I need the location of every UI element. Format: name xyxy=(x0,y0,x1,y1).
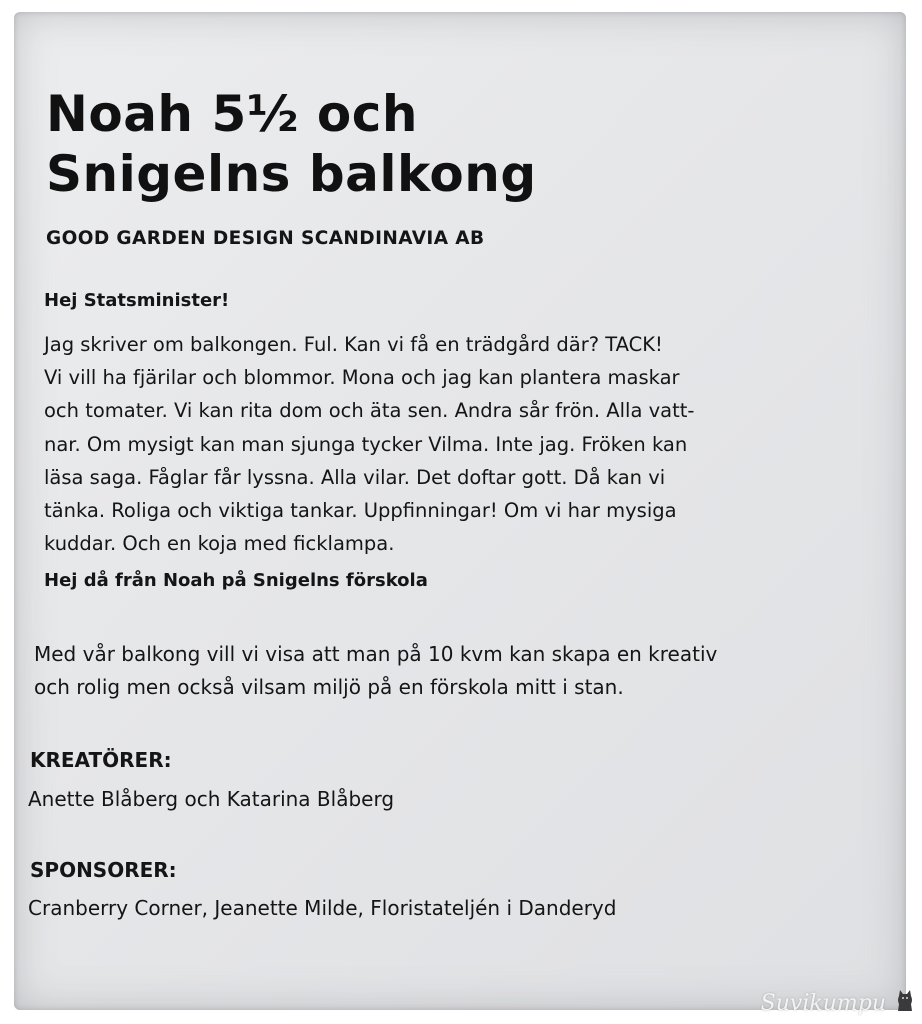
title-line-2: Snigelns balkong xyxy=(46,145,537,203)
letter-line: kuddar. Och en koja med ficklampa. xyxy=(44,532,395,556)
letter-body xyxy=(44,328,694,560)
letter-signoff: Hej då från Noah på Snigelns förskola xyxy=(44,570,428,591)
intro-paragraph xyxy=(34,638,717,704)
title-line-1: Noah 5½ och xyxy=(46,85,418,143)
letter-greeting: Hej Statsminister! xyxy=(44,290,230,311)
letter-line: Vi vill ha fjärilar och blommor. Mona och jag kan plantera maskar xyxy=(44,366,680,390)
intro-line: och rolig men också vilsam miljö på en förskola mitt i stan. xyxy=(34,675,624,699)
letter-line: nar. Om mysigt kan man sjunga tycker Vilma. Inte jag. Fröken kan xyxy=(44,432,688,456)
letter-line: läsa saga. Fåglar får lyssna. Alla vilar. Det doftar gott. Då kan vi xyxy=(44,465,666,489)
letter-line: och tomater. Vi kan rita dom och äta sen. Andra sår frön. Alla vatt- xyxy=(44,399,695,423)
sponsors-value: Cranberry Corner, Jeanette Milde, Floristateljén i Danderyd xyxy=(28,896,617,920)
company-name: GOOD GARDEN DESIGN SCANDINAVIA AB xyxy=(46,228,485,249)
creators-heading: KREATÖRER: xyxy=(30,748,172,772)
cat-icon xyxy=(896,988,914,1012)
intro-line: Med vår balkong vill vi visa att man på 10 kvm kan skapa en kreativ xyxy=(34,642,718,666)
creators-value: Anette Blåberg och Katarina Blåberg xyxy=(28,787,395,811)
exhibit-sign xyxy=(14,12,906,1010)
sponsors-heading: SPONSORER: xyxy=(30,858,177,882)
letter-line: tänka. Roliga och viktiga tankar. Uppfinningar! Om vi har mysiga xyxy=(44,499,677,523)
sign-title xyxy=(46,84,886,204)
watermark-text: Suvikumpu xyxy=(760,991,886,1016)
letter-line: Jag skriver om balkongen. Ful. Kan vi få en trädgård där? TACK! xyxy=(44,333,663,356)
sign-content xyxy=(14,12,906,1010)
